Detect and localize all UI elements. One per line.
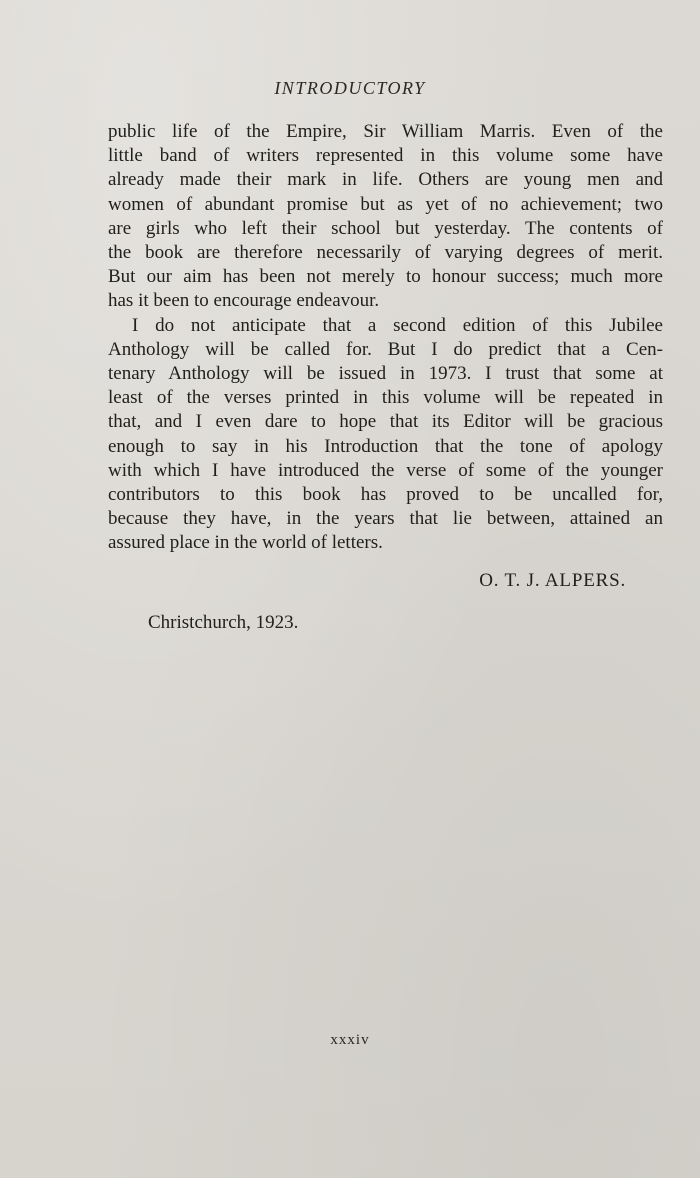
text-line: are girls who left their school but yesterday. The contents of bbox=[108, 217, 663, 239]
text-line: the book are therefore necessarily of varying degrees of merit. bbox=[108, 242, 663, 264]
text-line: I do not anticipate that a second edition of this Jubilee bbox=[132, 314, 663, 336]
text-line: with which I have introduced the verse of some of the younger bbox=[108, 459, 663, 481]
running-head: INTRODUCTORY bbox=[274, 78, 426, 98]
text-line: assured place in the world of letters. bbox=[108, 532, 383, 554]
place-date: Christchurch, 1923. bbox=[148, 612, 299, 633]
paragraph-2 bbox=[108, 314, 663, 556]
text-line: tenary Anthology will be issued in 1973. I trust that some at bbox=[108, 363, 663, 385]
text-line: enough to say in his Introduction that the tone of apology bbox=[108, 435, 663, 457]
text-line: contributors to this book has proved to be uncalled for, bbox=[108, 484, 663, 506]
paragraph-1 bbox=[108, 120, 663, 314]
author-signature: O. T. J. ALPERS. bbox=[479, 570, 626, 591]
text-line: little band of writers represented in this volume some have bbox=[108, 145, 663, 167]
text-line: has it been to encourage endeavour. bbox=[108, 290, 380, 312]
text-line: already made their mark in life. Others are young men and bbox=[108, 169, 663, 191]
page-number: xxxiv bbox=[330, 1032, 370, 1048]
text-line: public life of the Empire, Sir William Marris. Even of the bbox=[108, 121, 663, 142]
text-line: But our aim has been not merely to honour success; much more bbox=[108, 266, 663, 288]
text-line: Anthology will be called for. But I do predict that a Cen- bbox=[108, 338, 663, 360]
text-line: least of the verses printed in this volume will be repeated in bbox=[108, 387, 663, 409]
text-line: that, and I even dare to hope that its Editor will be gracious bbox=[108, 411, 663, 433]
body-text bbox=[108, 120, 663, 556]
text-line: because they have, in the years that lie between, attained an bbox=[108, 508, 663, 530]
text-line: women of abundant promise but as yet of no achievement; two bbox=[108, 193, 663, 215]
